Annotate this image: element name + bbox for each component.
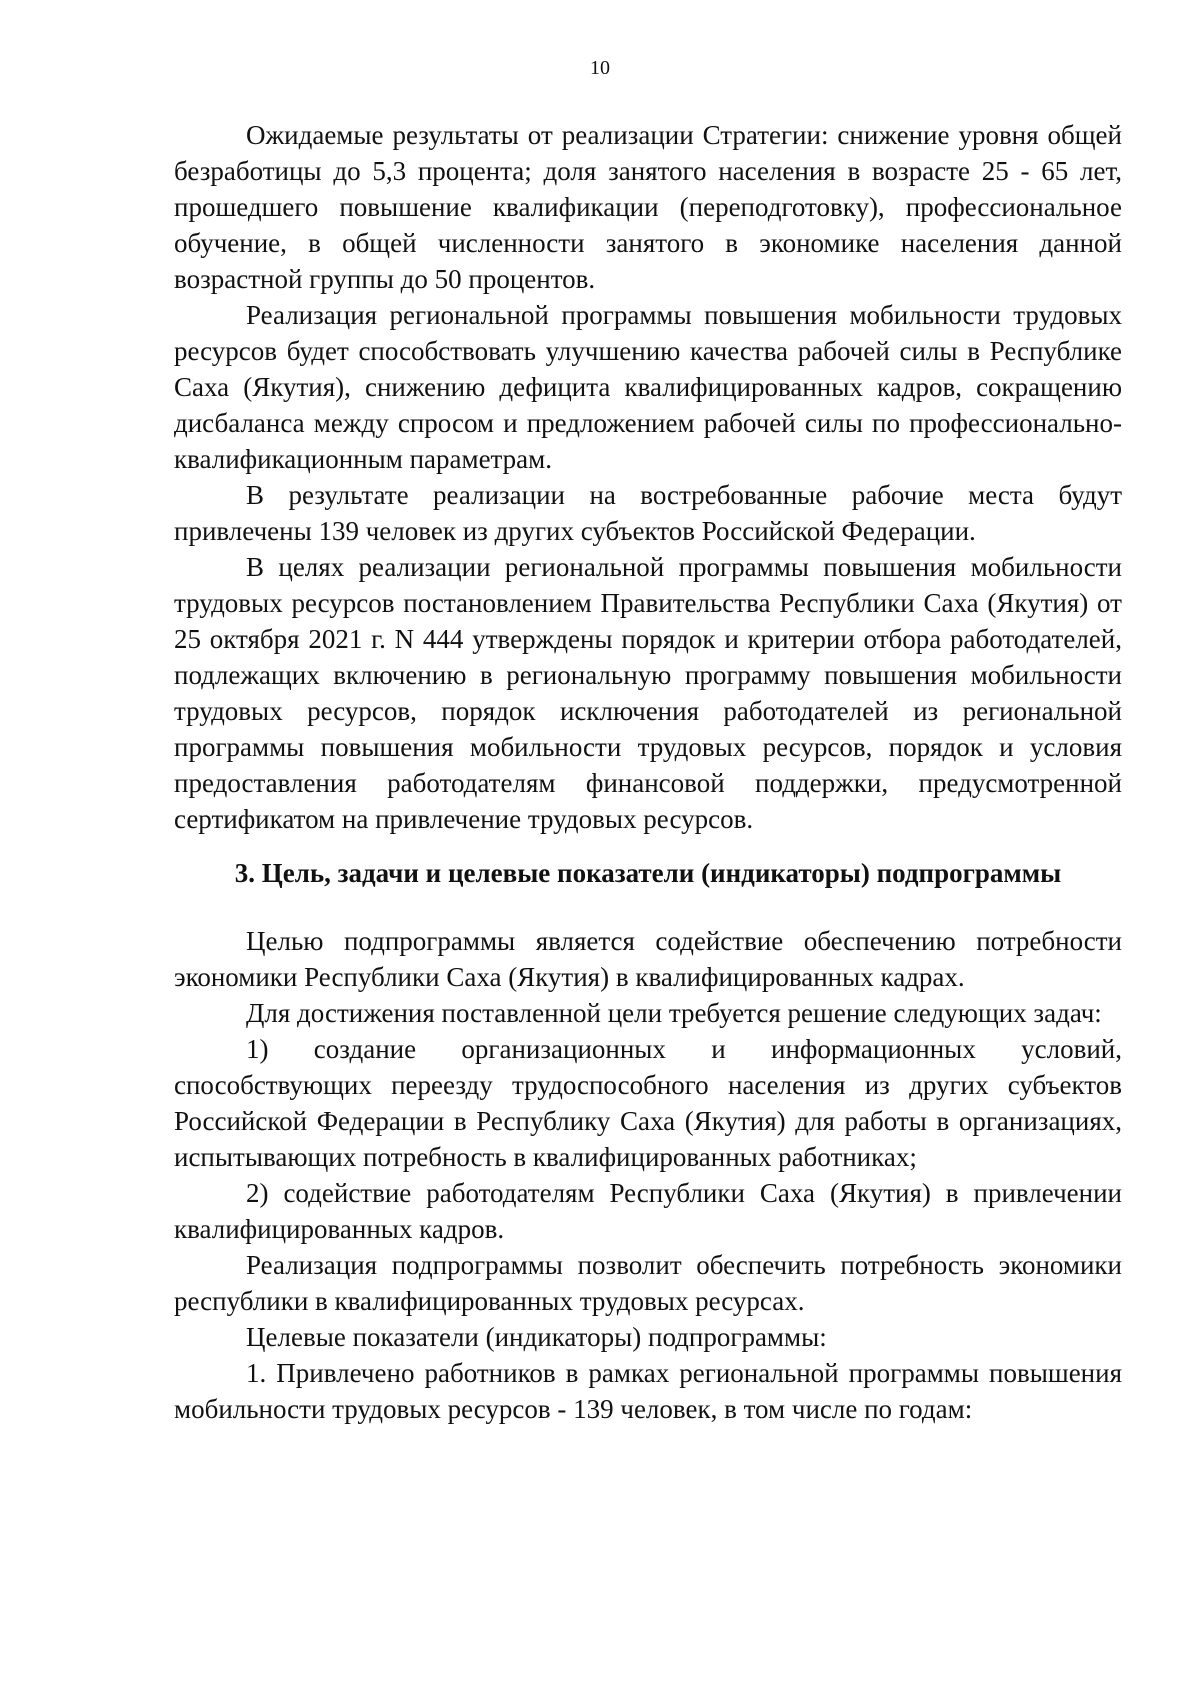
list-item-task-2: 2) содействие работодателям Республики Саха (Якутия) в привлечении квалифицированных кадров. [174, 1178, 1122, 1244]
spacer [174, 891, 1122, 923]
paragraph-indicators-intro: Целевые показатели (индикаторы) подпрограммы: [246, 1322, 827, 1352]
list-item-task-1: 1) создание организационных и информационных условий, способствующих переезду трудоспособного населения из других субъектов Российской Федерации в Республику Саха (Якутия) для работы в организациях, испытывающих потребность в квалифицированных работниках; [174, 1034, 1122, 1172]
paragraph-government-resolution: В целях реализации региональной программы повышения мобильности трудовых ресурсов постановлением Правительства Республики Саха (Якутия) от 25 октября 2021 г. N 444 утверждены порядок и критерии отбора работодателей, подлежащих включению в региональную программу повышения мобильности трудовых ресурсов, порядок исключения работодателей из региональной программы повышения мобильности трудовых ресурсов, порядок и условия предоставления работодателям финансовой поддержки, предусмотренной сертификатом на привлечение трудовых ресурсов. [174, 552, 1122, 834]
paragraph-goal: Целью подпрограммы является содействие обеспечению потребности экономики Республики Саха (Якутия) в квалифицированных кадрах. [174, 926, 1122, 992]
paragraph-attracted-workers: В результате реализации на востребованные рабочие места будут привлечены 139 человек из других субъектов Российской Федерации. [174, 480, 1122, 546]
section-heading: 3. Цель, задачи и целевые показатели (индикаторы) подпрограммы [234, 858, 1062, 888]
spacer [174, 837, 1122, 855]
list-item-indicator-1: 1. Привлечено работников в рамках региональной программы повышения мобильности трудовых ресурсов - 139 человек, в том числе по годам: [174, 1358, 1122, 1424]
page-number: 10 [590, 57, 610, 79]
document-body [174, 117, 1122, 1427]
paragraph-implementation: Реализация подпрограммы позволит обеспечить потребность экономики республики в квалифицированных трудовых ресурсах. [174, 1250, 1122, 1316]
paragraph-expected-results: Ожидаемые результаты от реализации Стратегии: снижение уровня общей безработицы до 5,3 процента; доля занятого населения в возрасте 25 - 65 лет, прошедшего повышение квалификации (переподготовку), профессиональное обучение, в общей численности занятого в экономике населения данной возрастной группы до 50 процентов. [174, 120, 1122, 294]
paragraph-tasks-intro: Для достижения поставленной цели требуется решение следующих задач: [246, 998, 1102, 1028]
paragraph-mobility-program: Реализация региональной программы повышения мобильности трудовых ресурсов будет способствовать улучшению качества рабочей силы в Республике Саха (Якутия), снижению дефицита квалифицированных кадров, сокращению дисбаланса между спросом и предложением рабочей силы по профессионально-квалификационным параметрам. [174, 300, 1122, 474]
